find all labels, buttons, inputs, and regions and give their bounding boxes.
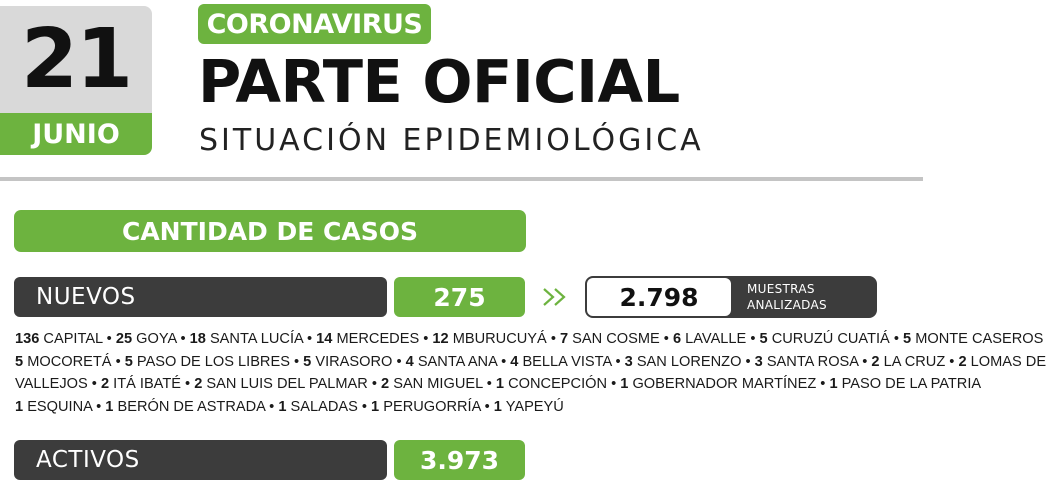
locality-name: LAVALLE <box>685 331 747 347</box>
locality-count: 1 <box>371 399 380 416</box>
locality-entry <box>316 331 419 347</box>
muestras-box <box>585 276 877 318</box>
locality-name: SALADAS <box>290 399 358 416</box>
locality-entry <box>496 376 607 392</box>
locality-name: GOYA <box>136 331 177 347</box>
bullet-separator: • <box>176 331 190 347</box>
locality-entry <box>673 331 746 347</box>
locality-count: 5 <box>759 331 768 347</box>
bullet-separator: • <box>302 331 317 347</box>
locality-count: 2 <box>381 376 390 393</box>
bullet-separator: • <box>87 376 101 393</box>
locality-name: GOBERNADOR MARTÍNEZ <box>632 376 817 393</box>
locality-line <box>15 328 1044 351</box>
date-badge <box>0 6 152 155</box>
muestras-value-box <box>587 278 731 316</box>
locality-entry <box>625 354 742 370</box>
bullet-separator: • <box>181 376 195 393</box>
locality-name: MERCEDES <box>336 331 420 347</box>
date-month: JUNIO <box>32 118 120 150</box>
bullet-separator: • <box>607 376 621 393</box>
activos-value: 3.973 <box>419 445 500 475</box>
muestras-label-line1: MUESTRAS <box>747 282 815 296</box>
locality-count: 1 <box>620 376 629 393</box>
locality-entry <box>15 331 103 347</box>
locality-entry <box>432 331 546 347</box>
bullet-separator: • <box>357 399 372 416</box>
locality-count: 5 <box>903 331 912 347</box>
locality-name: SAN MIGUEL <box>393 376 483 393</box>
bullet-separator: • <box>945 353 959 370</box>
bullet-separator: • <box>419 331 433 347</box>
locality-count: 14 <box>316 331 333 347</box>
locality-name: LOMAS DE <box>970 353 1046 370</box>
muestras-value: 2.798 <box>619 282 699 312</box>
section-title: CANTIDAD DE CASOS <box>121 216 419 246</box>
locality-name: VIRASORO <box>315 353 393 370</box>
locality-name: CONCEPCIÓN <box>508 376 608 393</box>
bullet-separator: • <box>858 353 872 370</box>
locality-count: 12 <box>432 331 449 347</box>
bullet-separator: • <box>611 353 625 370</box>
locality-count: 5 <box>124 353 133 370</box>
locality-entry <box>620 376 816 392</box>
activos-label-bar <box>14 440 387 480</box>
locality-name: SAN COSME <box>572 331 660 347</box>
locality-name: SAN LORENZO <box>636 353 742 370</box>
date-day-panel <box>0 6 152 113</box>
locality-name: SANTA LUCÍA <box>209 331 303 347</box>
locality-name: BELLA VISTA <box>522 353 612 370</box>
locality-entry <box>406 354 497 370</box>
locality-entry <box>829 376 981 392</box>
locality-count: 6 <box>672 331 682 347</box>
locality-count: 1 <box>829 376 838 393</box>
locality-count: 2 <box>958 353 967 370</box>
activos-label: ACTIVOS <box>36 447 140 473</box>
locality-entry <box>194 376 368 392</box>
locality-name: YAPEYÚ <box>505 399 564 416</box>
locality-count: 1 <box>495 376 505 393</box>
locality-entry <box>381 376 483 392</box>
locality-name: BERÓN DE ASTRADA <box>117 399 266 416</box>
locality-count: 7 <box>559 331 569 347</box>
bullet-separator: • <box>392 353 406 370</box>
bullet-separator: • <box>265 399 279 416</box>
page-subtitle: SITUACIÓN EPIDEMIOLÓGICA <box>199 123 704 158</box>
nuevos-label: NUEVOS <box>36 284 136 310</box>
bullet-separator: • <box>480 399 494 416</box>
bullet-separator: • <box>889 331 904 347</box>
date-day: 21 <box>20 11 132 107</box>
locality-name: SANTA ROSA <box>766 353 859 370</box>
locality-count: 25 <box>115 331 133 347</box>
locality-entry <box>105 399 265 415</box>
locality-name: MBURUCUYÁ <box>452 331 547 347</box>
locality-entry <box>190 331 303 347</box>
locality-name: PERUGORRÍA <box>383 399 481 416</box>
locality-entry <box>101 376 181 392</box>
locality-entry <box>871 354 945 370</box>
locality-entry <box>958 354 1046 370</box>
locality-count: 18 <box>189 331 206 347</box>
bullet-separator: • <box>816 376 830 393</box>
locality-entry <box>903 331 1043 347</box>
topic-tag <box>198 4 431 44</box>
bullet-separator: • <box>102 331 116 347</box>
locality-name: LA CRUZ <box>883 353 946 370</box>
muestras-label <box>747 281 827 313</box>
bullet-separator: • <box>111 353 125 370</box>
topic-tag-label: CORONAVIRUS <box>206 8 423 40</box>
locality-count: 4 <box>405 353 414 370</box>
locality-count: 2 <box>100 376 110 393</box>
locality-name: SAN LUIS DEL PALMAR <box>206 376 368 393</box>
bullet-separator: • <box>746 331 760 347</box>
locality-count: 2 <box>194 376 203 393</box>
activos-value-box <box>394 440 525 480</box>
chevron-double-right-icon <box>541 280 575 314</box>
locality-name: PASO DE LOS LIBRES <box>136 353 290 370</box>
locality-entry <box>494 399 564 415</box>
bullet-separator: • <box>497 353 511 370</box>
locality-entry <box>116 331 177 347</box>
page-title: PARTE OFICIAL <box>198 47 680 116</box>
header-divider <box>0 177 923 181</box>
bullet-separator: • <box>546 331 560 347</box>
bullet-separator: • <box>92 399 106 416</box>
nuevos-value: 275 <box>433 282 486 312</box>
locality-count: 136 <box>15 331 40 347</box>
locality-entry <box>760 331 890 347</box>
bullet-separator: • <box>289 353 304 370</box>
bullet-separator: • <box>659 331 673 347</box>
locality-count: 1 <box>493 399 502 416</box>
locality-entry <box>125 354 290 370</box>
date-month-panel <box>0 113 152 155</box>
nuevos-label-bar <box>14 277 387 317</box>
locality-entry <box>278 399 358 415</box>
locality-count: 1 <box>15 399 24 416</box>
locality-count: 5 <box>15 353 24 370</box>
cases-by-locality <box>15 328 1046 419</box>
locality-count: 2 <box>871 353 880 370</box>
locality-count: 3 <box>754 353 763 370</box>
locality-name: VALLEJOS <box>15 376 88 393</box>
locality-entry <box>15 376 88 392</box>
locality-entry <box>510 354 611 370</box>
locality-count: 1 <box>278 399 287 416</box>
locality-name: MONTE CASEROS <box>915 331 1044 347</box>
locality-name: SANTA ANA <box>417 353 498 370</box>
locality-name: ESQUINA <box>27 399 93 416</box>
locality-count: 3 <box>624 353 633 370</box>
locality-entry <box>15 399 92 415</box>
locality-name: CURUZÚ CUATIÁ <box>771 331 890 347</box>
locality-line <box>15 396 945 419</box>
locality-count: 1 <box>105 399 114 416</box>
locality-entry <box>303 354 392 370</box>
locality-name: ITÁ IBATÉ <box>113 376 181 393</box>
locality-count: 4 <box>510 353 519 370</box>
locality-name: PASO DE LA PATRIA <box>841 376 982 393</box>
locality-line <box>15 351 1046 374</box>
bullet-separator: • <box>367 376 382 393</box>
locality-entry <box>560 331 660 347</box>
locality-entry <box>371 399 481 415</box>
locality-name: CAPITAL <box>43 331 103 347</box>
locality-count: 5 <box>303 353 312 370</box>
locality-line <box>15 373 982 396</box>
bullet-separator: • <box>741 353 755 370</box>
section-header <box>14 210 526 252</box>
locality-entry <box>755 354 859 370</box>
locality-name: MOCORETÁ <box>27 353 112 370</box>
locality-entry <box>15 354 112 370</box>
muestras-label-line2: ANALIZADAS <box>747 298 827 312</box>
bullet-separator: • <box>482 376 496 393</box>
nuevos-value-box <box>394 277 525 317</box>
